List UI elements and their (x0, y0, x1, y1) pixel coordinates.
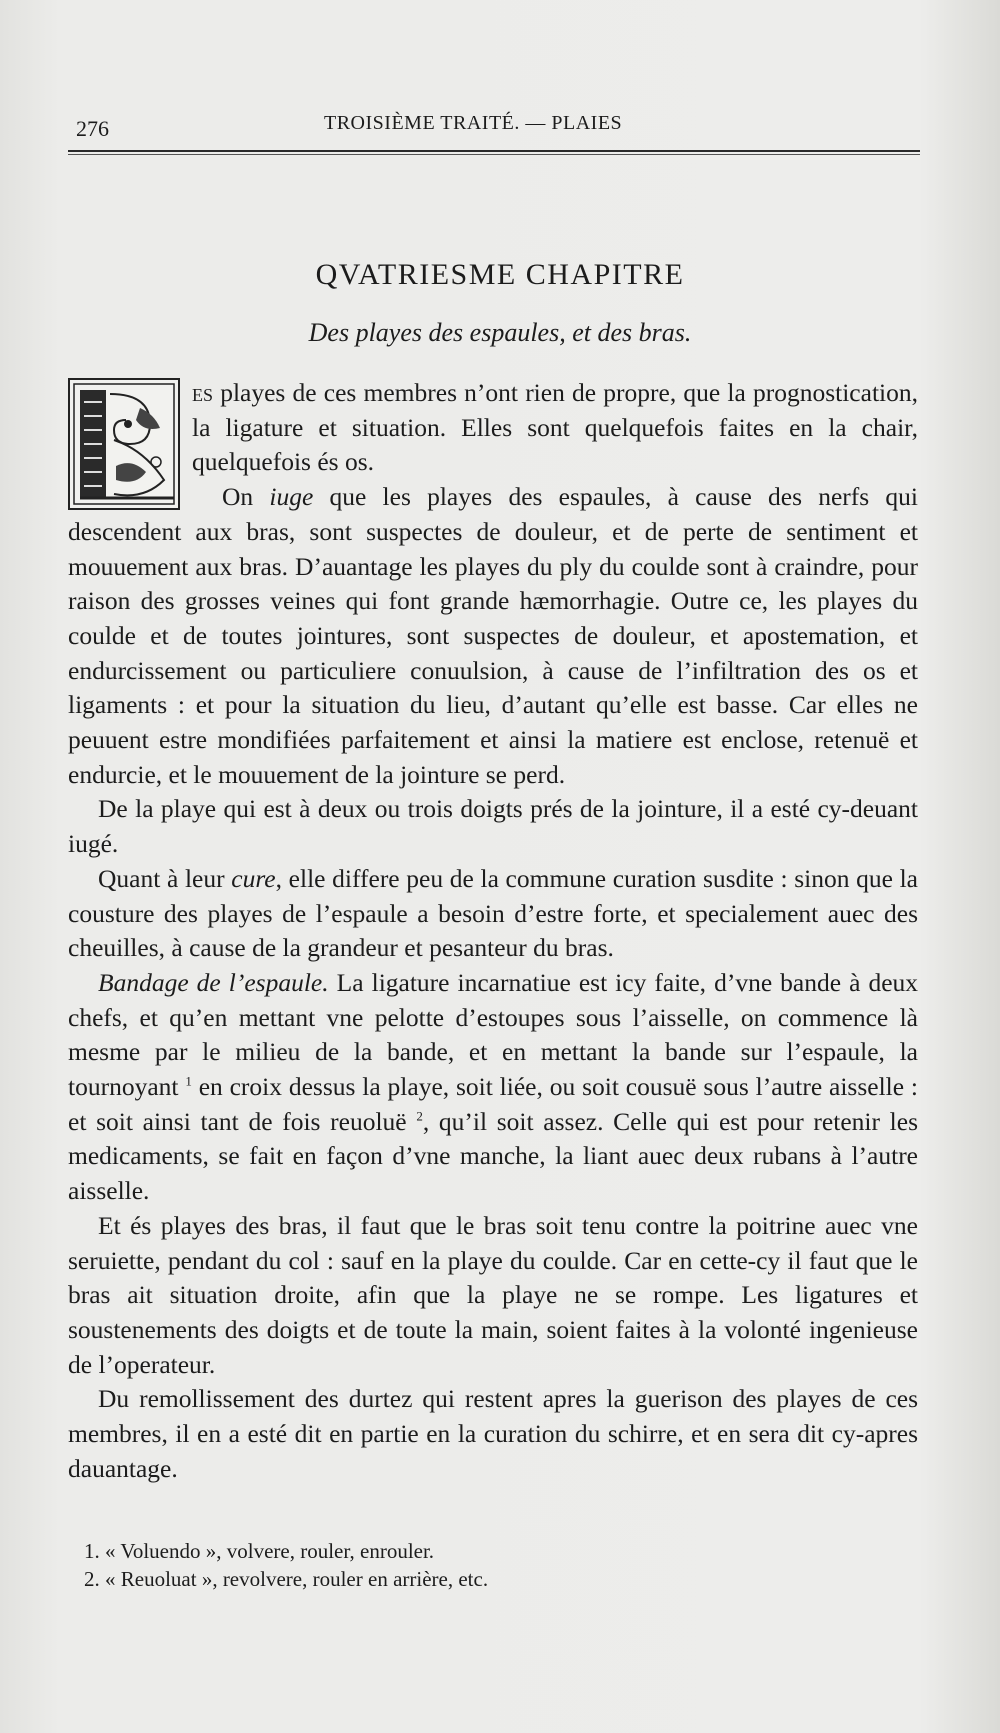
paragraph-2-start: On (222, 482, 270, 512)
footnotes (84, 1537, 904, 1593)
page-header (68, 112, 920, 142)
paragraph-5-text-c: , qu’il soit assez. Celle qui est pour retenir les medicaments, se fait en façon d’vne manche, la liant auec deux rubans à l’autre aisselle. (68, 1106, 919, 1206)
paragraph-2-italic: iuge (269, 482, 314, 512)
footnote-2: 2. « Reuoluat », revolvere, rouler en arrière, etc. (84, 1567, 489, 1591)
footnote-1: 1. « Voluendo », volvere, rouler, enrouler. (84, 1539, 435, 1563)
header-rule (68, 150, 920, 155)
paragraph-2-text: que les playes des espaules, à cause des nerfs qui descendent aux bras, sont suspectes de douleur, et de perte de sentiment et mouuement aux bras. D’auantage les playes du ply du coulde sont à craindre, pour raison des grosses veines qui font grande hæmorrhagie. Outre ce, les playes du coulde et de toutes jointures, sont suspectes de douleur, et apostemation, et endurcissement ou particuliere conuulsion, à cause de l’infiltration des os et ligaments : et pour la situation du lieu, d’autant qu’elle est basse. Car elles ne peuuent estre mondifiées parfaitement et ainsi la matiere est enclose, retenuë et endurcie, et le mouuement de la jointure se perd. (68, 482, 918, 789)
footnote-ref-2[interactable]: 2 (416, 1108, 423, 1124)
paragraph-7: Du remollissement des durtez qui restent apres la guerison des playes de ces membres, il en a esté dit en partie en la curation du schirre, et en sera dit cy-apres dauantage. (68, 1384, 918, 1483)
chapter-title: QVATRIESME CHAPITRE (315, 258, 685, 291)
paragraph-4-start: Quant à leur (98, 863, 232, 893)
paragraph-6: Et és playes des bras, il faut que le bras soit tenu contre la poitrine auec vne seruiette, pendant du col : sauf en la playe du coulde. Car en cette-cy il faut que le bras ait situation droite, afin que la playe ne se rompe. Les ligatures et soustenements des doigts et de toute la main, soient faites à la volonté ingenieuse de l’operateur. (68, 1210, 918, 1379)
ornamental-initial-icon (68, 378, 180, 510)
paragraph-1-text: playes de ces membres n’ont rien de propre, que la prognostication, la ligature et situation. Elles sont quelquefois faites en la chair, quelquefois és os. (192, 378, 918, 477)
footnote-ref-1[interactable]: 1 (185, 1073, 192, 1089)
dropcap-continuation: es (192, 378, 214, 407)
chapter-subtitle: Des playes des espaules, et des bras. (308, 318, 692, 347)
section-heading-bandage: Bandage de l’espaule. (98, 967, 329, 997)
page-number: 276 (76, 116, 109, 141)
paragraph-5 (68, 966, 918, 1209)
paragraph-3: De la playe qui est à deux ou trois doigts prés de la jointure, il a esté cy-deuant iugé. (68, 794, 918, 859)
paragraph-4-text: , elle differe peu de la commune curation susdite : sinon que la cousture des playes de l’espaule a besoin d’estre forte, et specialement auec des cheuilles, à cause de la grandeur et pesanteur du bras. (68, 863, 918, 963)
paragraph-2 (68, 480, 918, 792)
paragraph-4-italic: cure (231, 863, 276, 893)
paragraph-5-text-b: en croix dessus la playe, soit liée, ou soit cousuë sous l’autre aisselle : et soit ainsi tant de fois reuoluë (68, 1072, 918, 1136)
paragraph-5-text-a: La ligature incarnatiue est icy faite, d’vne bande à deux chefs, et qu’en mettant vne pelotte d’estoupes sous l’aisselle, on commence là mesme par le milieu de la bande, et en mettant la bande sur l’espaule, la tournoyant (68, 967, 919, 1102)
ornament-svg (70, 380, 178, 508)
body-text (68, 376, 918, 1487)
paragraph-1 (68, 376, 918, 480)
paragraph-4 (68, 862, 918, 966)
running-title: TROISIÈME TRAITÉ. — PLAIES (324, 112, 623, 134)
